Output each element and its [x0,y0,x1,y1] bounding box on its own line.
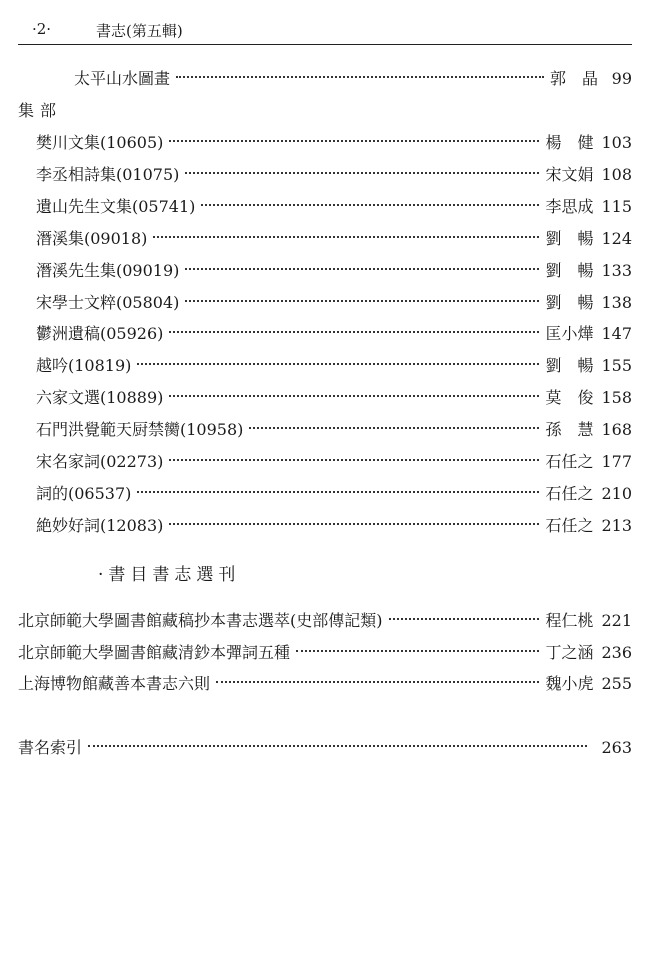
dot-leader [296,650,539,652]
toc-entry[interactable] [36,481,632,507]
entry-title: 越吟(10819) [36,356,132,376]
dot-leader [169,331,539,333]
dot-leader [137,491,539,493]
entry-title: 詞的(06537) [36,483,132,503]
entry-author: 程仁桃 [545,611,594,630]
entry-page: 133 [601,260,632,280]
toc-entry[interactable] [36,226,632,252]
dot-leader [88,745,587,747]
entry-page: 138 [601,292,632,312]
entry-page: 103 [601,133,632,152]
entry-page: 210 [601,483,632,503]
page-number: ·2· [32,20,52,38]
entry-author: 魏小虎 [545,674,594,693]
toc-entry[interactable] [36,513,632,539]
entry-page: 155 [601,356,632,376]
running-title: 書志(第五輯) [96,22,183,40]
entry-author: 石任之 [545,452,594,471]
toc-entry[interactable] [36,290,632,316]
entry-title: 李丞相詩集(01075) [36,164,180,184]
entry-page: 255 [601,674,632,693]
toc-entry[interactable] [18,608,632,634]
entry-page: 168 [601,420,632,440]
dot-leader [185,300,539,302]
entry-author: 宋文娟 [545,164,594,184]
entry-title: 北京師範大學圖書館藏稿抄本書志選萃(史部傳記類) [18,611,383,630]
page-header [18,14,632,45]
entry-title: 上海博物館藏善本書志六則 [18,674,211,693]
entry-title: 宋名家詞(02273) [36,452,164,471]
entry-title: 潛溪先生集(09019) [36,260,180,280]
entry-page: 221 [601,611,632,630]
dot-leader [169,459,539,461]
entry-page: 124 [601,228,632,248]
entry-title: 遺山先生文集(05741) [36,196,196,216]
dot-leader [185,268,539,270]
dot-leader [153,236,539,238]
toc-entry[interactable] [36,258,632,284]
entry-author: 石任之 [545,515,594,535]
dot-leader [169,523,539,525]
dot-leader [169,395,539,397]
entry-page: 99 [611,69,632,88]
entry-author: 劉 暢 [545,356,594,376]
toc-entry[interactable] [36,353,632,379]
entry-page: 147 [601,324,632,344]
entry-author: 丁之涵 [545,642,594,662]
entry-author: 劉 暢 [545,260,594,280]
dot-leader [216,681,539,683]
toc-entry[interactable] [36,449,632,475]
dot-leader [389,618,540,620]
entry-page: 108 [601,164,632,184]
entry-title: 石門洪覺範天厨禁臠(10958) [36,420,244,440]
entry-page: 263 [601,738,632,757]
toc-entry[interactable] [18,640,632,666]
toc-entry[interactable] [18,671,632,697]
entry-author: 莫 俊 [545,388,594,408]
entry-author: 劉 暢 [545,228,594,248]
entry-author: 劉 暢 [545,292,594,312]
entry-page: 115 [601,196,632,216]
entry-title: 太平山水圖畫 [74,69,171,88]
entry-author: 楊 健 [545,133,594,152]
entry-page: 236 [601,642,632,662]
dot-leader [201,204,539,206]
toc-entry-index[interactable] [18,735,632,761]
entry-title: 絶妙好詞(12083) [36,515,164,535]
section-heading-ji: 集部 [18,101,63,120]
entry-author: 匡小燁 [545,324,594,344]
entry-title: 鬱洲遺稿(05926) [36,324,164,344]
entry-author: 孫 慧 [545,420,594,440]
entry-title: 北京師範大學圖書館藏清鈔本彈詞五種 [18,642,291,662]
dot-leader [249,427,539,429]
toc-entry[interactable] [74,66,632,92]
dot-leader [137,363,539,365]
entry-page: 213 [601,515,632,535]
dot-leader [176,76,544,78]
entry-author: 郭 晶 [549,69,598,88]
dot-leader [169,140,539,142]
entry-title: 六家文選(10889) [36,388,164,408]
toc-entry[interactable] [36,385,632,411]
entry-author: 石任之 [545,483,594,503]
toc-entry[interactable] [36,321,632,347]
entry-page: 158 [601,388,632,408]
entry-author: 李思成 [545,196,594,216]
toc-entry[interactable] [36,162,632,188]
toc-entry[interactable] [36,130,632,156]
dot-leader [185,172,539,174]
toc-entry[interactable] [36,194,632,220]
entry-title: 樊川文集(10605) [36,133,164,152]
entry-title: 宋學士文粹(05804) [36,292,180,312]
entry-title: 書名索引 [18,738,83,757]
toc-entry[interactable] [36,417,632,443]
subsection-heading: ·書目書志選刊 [98,565,241,585]
entry-page: 177 [601,452,632,471]
entry-title: 潛溪集(09018) [36,228,148,248]
